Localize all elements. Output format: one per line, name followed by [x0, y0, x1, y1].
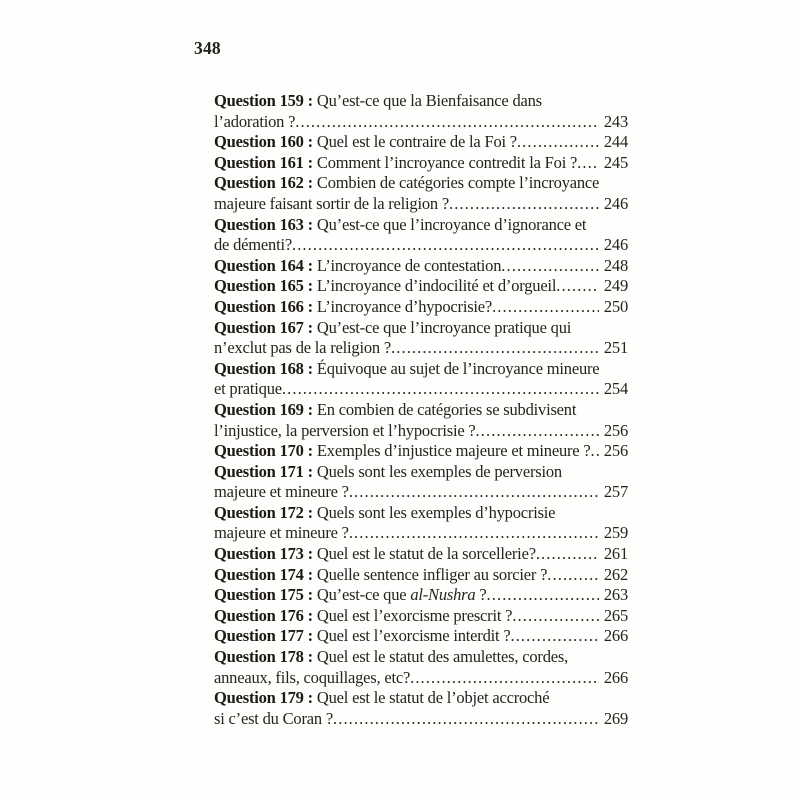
question-label: Question 172 :	[214, 502, 313, 522]
entry-page-number: 251	[603, 338, 628, 358]
toc-line	[214, 565, 628, 586]
toc-entry	[214, 153, 628, 174]
entry-text: En combien de catégories se subdivisent	[312, 399, 577, 419]
question-label: Question 174 :	[214, 564, 313, 584]
toc-line	[214, 709, 628, 730]
toc-entry	[214, 585, 628, 606]
question-label: Question 163 :	[214, 214, 313, 234]
dot-leader	[590, 441, 598, 462]
dot-leader	[536, 544, 599, 565]
question-label: Question 161 :	[214, 152, 313, 172]
dot-leader	[492, 297, 599, 318]
toc-entry	[214, 462, 628, 503]
dot-leader	[547, 565, 599, 586]
dot-leader	[517, 132, 599, 153]
toc-line	[214, 235, 628, 256]
question-label: Question 160 :	[214, 132, 313, 152]
entry-text: Qu’est-ce que al-Nushra ?	[312, 585, 487, 605]
question-label: Question 176 :	[214, 605, 313, 625]
question-label: Question 168 :	[214, 358, 313, 378]
entry-text: Quel est l’exorcisme interdit ?	[312, 626, 511, 646]
entry-page-number: 259	[603, 523, 628, 543]
entry-page-number: 256	[603, 441, 628, 461]
toc-entry	[214, 297, 628, 318]
toc-line	[214, 668, 628, 689]
dot-leader	[501, 256, 599, 277]
question-label: Question 177 :	[214, 626, 313, 646]
toc-line	[214, 318, 628, 339]
toc-line	[214, 297, 628, 318]
entry-page-number: 263	[603, 585, 628, 605]
toc-entry	[214, 606, 628, 627]
dot-leader	[577, 153, 599, 174]
question-label: Question 166 :	[214, 296, 313, 316]
question-label: Question 159 :	[214, 91, 313, 110]
entry-text: l’adoration ?	[214, 111, 296, 131]
toc-entry	[214, 173, 628, 214]
toc-line	[214, 359, 628, 380]
dot-leader	[449, 194, 599, 215]
question-label: Question 171 :	[214, 461, 313, 481]
toc-entry	[214, 626, 628, 647]
question-label: Question 165 :	[214, 276, 313, 296]
dot-leader	[410, 668, 599, 689]
entry-text: Quels sont les exemples de perversion	[312, 461, 562, 481]
toc-entry	[214, 441, 628, 462]
toc-line	[214, 153, 628, 174]
entry-text: Comment l’incroyance contredit la Foi ?	[312, 152, 578, 172]
toc-line	[214, 421, 628, 442]
question-label: Question 164 :	[214, 255, 313, 275]
entry-text: Quelle sentence infliger au sorcier ?	[312, 564, 548, 584]
entry-text: majeure et mineure ?	[214, 523, 349, 543]
toc-line	[214, 215, 628, 236]
question-label: Question 173 :	[214, 544, 313, 564]
entry-page-number: 261	[603, 544, 628, 564]
toc-list	[214, 91, 628, 729]
entry-text: anneaux, fils, coquillages, etc?	[214, 667, 411, 687]
entry-page-number: 249	[603, 276, 628, 296]
toc-line	[214, 256, 628, 277]
entry-page-number: 254	[603, 379, 628, 399]
toc-line	[214, 626, 628, 647]
entry-text: L’incroyance d’indocilité et d’orgueil	[312, 276, 557, 296]
dot-leader	[556, 276, 599, 297]
entry-text: Quel est l’exorcisme prescrit ?	[312, 605, 513, 625]
dot-leader	[391, 338, 599, 359]
entry-page-number: 269	[603, 708, 628, 728]
entry-text: Quels sont les exemples d’hypocrisie	[312, 502, 556, 522]
entry-text: majeure faisant sortir de la religion ?	[214, 193, 450, 213]
toc-line	[214, 91, 628, 112]
dot-leader	[349, 523, 599, 544]
toc-entry	[214, 647, 628, 688]
question-label: Question 170 :	[214, 441, 313, 461]
entry-text: majeure et mineure ?	[214, 482, 349, 502]
entry-page-number: 262	[603, 564, 628, 584]
toc-line	[214, 112, 628, 133]
entry-page-number: 257	[603, 482, 628, 502]
toc-line	[214, 585, 628, 606]
entry-page-number: 266	[603, 626, 628, 646]
toc-line	[214, 173, 628, 194]
toc-entry	[214, 215, 628, 256]
entry-page-number: 266	[603, 667, 628, 687]
toc-line	[214, 441, 628, 462]
entry-text: et pratique	[214, 379, 282, 399]
entry-text: Quel est le statut de la sorcellerie?	[312, 544, 536, 564]
dot-leader	[476, 421, 599, 442]
toc-entry	[214, 132, 628, 153]
toc-entry	[214, 359, 628, 400]
entry-page-number: 246	[603, 235, 628, 255]
toc-line	[214, 523, 628, 544]
entry-page-number: 246	[603, 193, 628, 213]
toc-line	[214, 606, 628, 627]
toc-entry	[214, 688, 628, 729]
entry-text: l’injustice, la perversion et l’hypocrisie ?	[214, 420, 476, 440]
entry-text: Exemples d’injustice majeure et mineure ?	[312, 441, 591, 461]
entry-text: L’incroyance de contestation	[312, 255, 502, 275]
entry-page-number: 244	[603, 132, 628, 152]
toc-entry	[214, 565, 628, 586]
dot-leader	[512, 606, 599, 627]
dot-leader	[295, 112, 599, 133]
question-label: Question 178 :	[214, 647, 313, 667]
entry-text: n’exclut pas de la religion ?	[214, 338, 392, 358]
question-label: Question 179 :	[214, 688, 313, 708]
toc-entry	[214, 256, 628, 277]
question-label: Question 175 :	[214, 585, 313, 605]
toc-line	[214, 544, 628, 565]
entry-text: Qu’est-ce que l’incroyance d’ignorance et	[312, 214, 587, 234]
question-label: Question 169 :	[214, 399, 313, 419]
dot-leader	[333, 709, 599, 730]
entry-text: si c’est du Coran ?	[214, 708, 333, 728]
entry-page-number: 265	[603, 605, 628, 625]
toc-line	[214, 647, 628, 668]
toc-line	[214, 194, 628, 215]
dot-leader	[487, 585, 599, 606]
toc-line	[214, 379, 628, 400]
toc-line	[214, 688, 628, 709]
toc-entry	[214, 318, 628, 359]
entry-text: Quel est le statut de l’objet accroché	[312, 688, 550, 708]
dot-leader	[510, 626, 598, 647]
entry-text: Qu’est-ce que l’incroyance pratique qui	[312, 317, 572, 337]
entry-page-number: 243	[603, 111, 628, 131]
toc-entry	[214, 400, 628, 441]
toc-line	[214, 482, 628, 503]
italic-term: al-Nushra	[410, 585, 476, 605]
toc-line	[214, 400, 628, 421]
dot-leader	[292, 235, 599, 256]
entry-text: Quel est le contraire de la Foi ?	[312, 132, 517, 152]
entry-page-number: 248	[603, 255, 628, 275]
dot-leader	[282, 379, 599, 400]
question-label: Question 162 :	[214, 173, 313, 193]
toc-entry	[214, 544, 628, 565]
dot-leader	[349, 482, 599, 503]
entry-text: Qu’est-ce que la Bienfaisance dans	[312, 91, 542, 110]
toc-line	[214, 276, 628, 297]
entry-text: de démenti?	[214, 235, 292, 255]
toc-line	[214, 503, 628, 524]
toc-entry	[214, 91, 628, 132]
entry-page-number: 256	[603, 420, 628, 440]
toc-entry	[214, 503, 628, 544]
toc-line	[214, 462, 628, 483]
page-number-header: 348	[194, 38, 221, 58]
entry-page-number: 250	[603, 296, 628, 316]
entry-text: L’incroyance d’hypocrisie?	[312, 296, 493, 316]
entry-page-number: 245	[603, 152, 628, 172]
toc-line	[214, 132, 628, 153]
question-label: Question 167 :	[214, 317, 313, 337]
entry-text: Combien de catégories compte l’incroyance	[312, 173, 600, 193]
toc-line	[214, 338, 628, 359]
entry-text: Quel est le statut des amulettes, cordes,	[312, 647, 569, 667]
entry-text: Équivoque au sujet de l’incroyance mineure	[312, 358, 600, 378]
toc-entry	[214, 276, 628, 297]
